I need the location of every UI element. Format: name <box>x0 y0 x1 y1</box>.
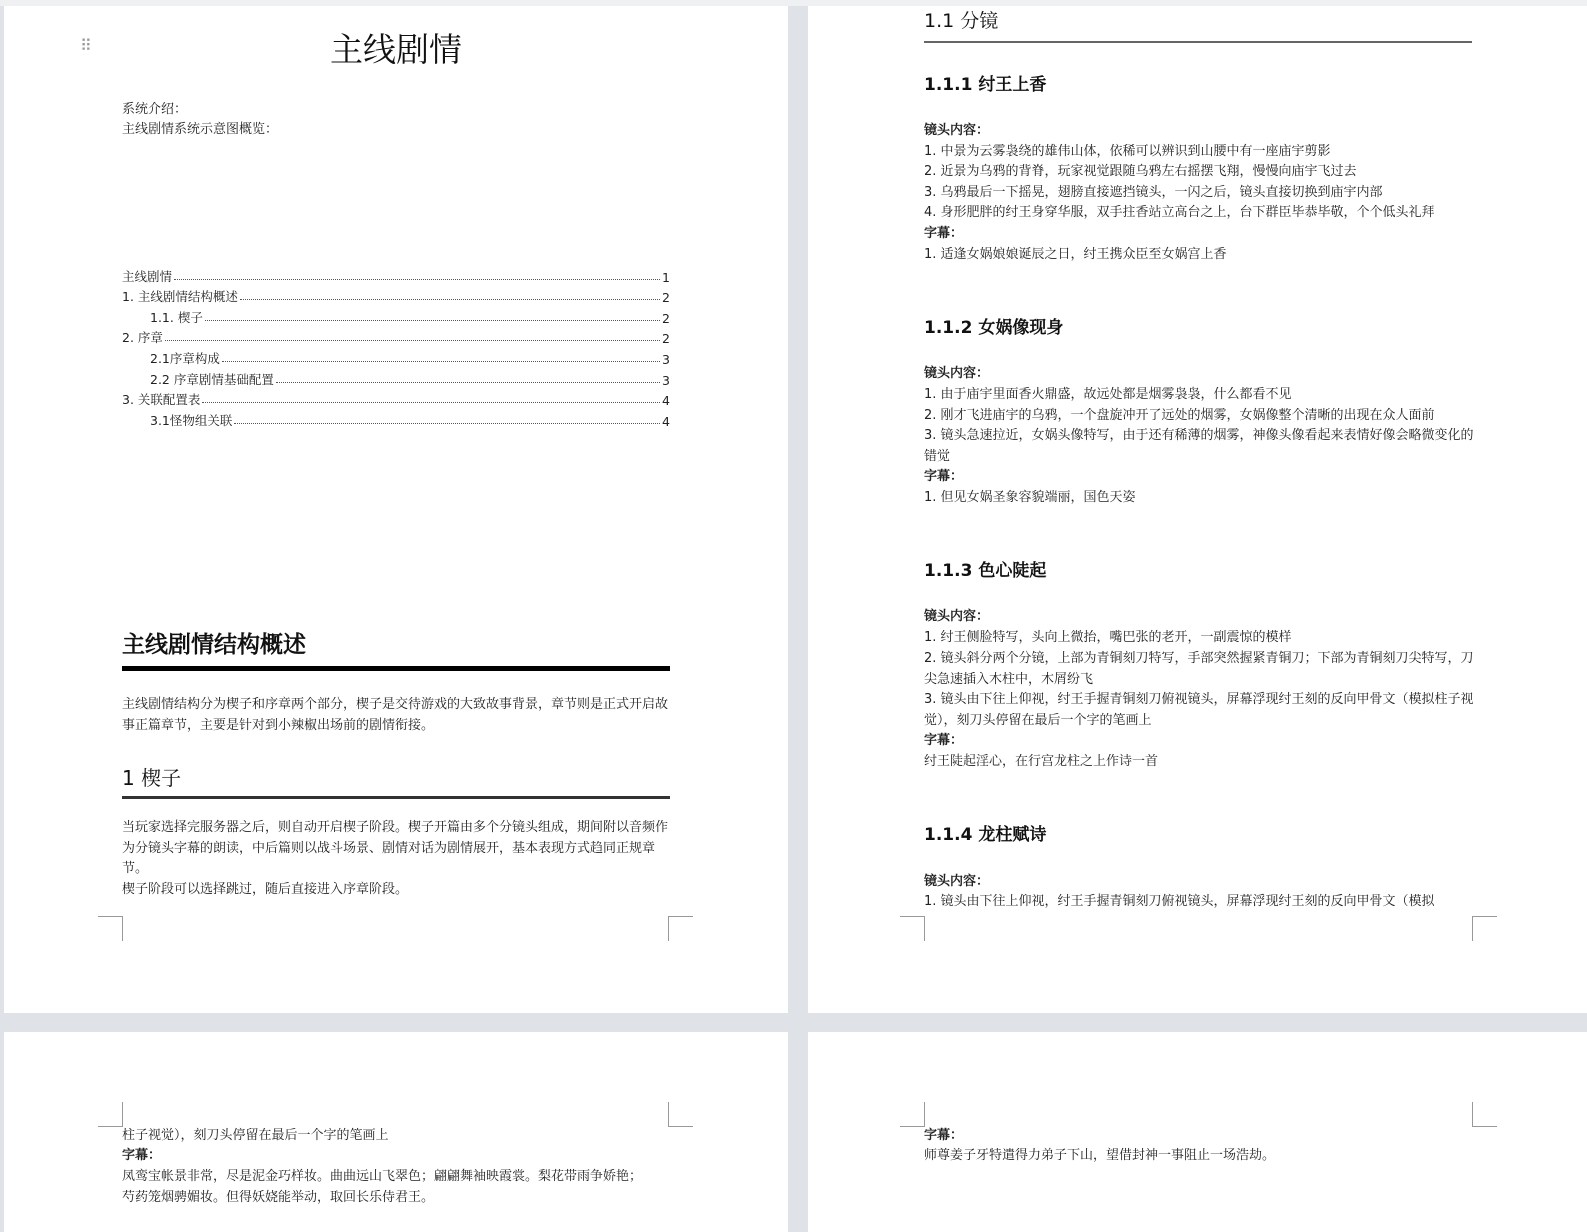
shot-label: 镜头内容： <box>924 366 990 381</box>
shot-label: 镜头内容： <box>924 123 990 138</box>
caption-label: 字幕： <box>924 733 964 748</box>
toc-entry[interactable]: 1.1. 楔子 2 <box>150 309 670 326</box>
drag-handle-icon[interactable]: ⠿ <box>80 36 91 55</box>
scene-title: 1.1.1 纣王上香 <box>924 75 1047 95</box>
caption-label: 字幕： <box>924 1128 964 1143</box>
caption-line: 师尊姜子牙特遣得力弟子下山，望借封神一事阻止一场浩劫。 <box>924 1148 1276 1163</box>
section-heading: 主线剧情结构概述 <box>122 632 306 658</box>
toc-entry[interactable]: 1. 主线剧情结构概述 2 <box>122 289 670 306</box>
caption-line: 芍药笼烟骋媚妆。但得妖娆能举动，取回长乐侍君王。 <box>122 1190 435 1205</box>
crop-mark <box>98 1102 123 1127</box>
shot-line: 4. 身形肥胖的纣王身穿华服，双手拄香站立高台之上，台下群臣毕恭毕敬，个个低头礼拜 <box>924 205 1435 220</box>
subsection-body: 当玩家选择完服务器之后，则自动开启楔子阶段。楔子开篇由多个分镜头组成，期间附以音频作为分镜头字幕的朗读，中后篇则以战斗场景、剧情对话为剧情展开，基本表现方式趋同正规章节。 <box>122 820 669 876</box>
crop-mark <box>668 916 693 941</box>
page-1 <box>4 6 788 1013</box>
scene-title: 1.1.3 色心陡起 <box>924 561 1047 581</box>
caption-label: 字幕： <box>122 1148 162 1163</box>
toc-entry[interactable]: 3.1怪物组关联 4 <box>150 412 670 429</box>
crop-mark <box>668 1102 693 1127</box>
toc-entry[interactable]: 2. 序章 2 <box>122 330 670 347</box>
caption-label: 字幕： <box>924 469 964 484</box>
shot-line: 1. 镜头由下往上仰视，纣王手握青铜刻刀俯视镜头，屏幕浮现纣王刻的反向甲骨文（模拟 <box>924 894 1435 909</box>
caption-label: 字幕： <box>924 226 964 241</box>
caption-line: 凤鸾宝帐景非常，尽是泥金巧样妆。曲曲远山飞翠色；翩翩舞袖映霞裳。梨花带雨争娇艳； <box>122 1169 643 1184</box>
shot-line: 2. 刚才飞进庙宇的乌鸦，一个盘旋冲开了远处的烟雾，女娲像整个清晰的出现在众人面前 <box>924 408 1435 423</box>
page-2 <box>808 6 1587 1013</box>
crop-mark <box>900 1102 925 1127</box>
subsection-body-2: 楔子阶段可以选择跳过，随后直接进入序章阶段。 <box>122 882 409 897</box>
table-of-contents <box>122 264 670 429</box>
subheading-rule <box>122 796 670 799</box>
subsection-heading: 1 楔子 <box>122 766 182 790</box>
toc-entry[interactable]: 主线剧情 1 <box>122 268 670 285</box>
shot-line: 3. 乌鸦最后一下摇晃，翅膀直接遮挡镜头，一闪之后，镜头直接切换到庙宇内部 <box>924 185 1383 200</box>
crop-mark <box>900 916 925 941</box>
shot-line: 1. 纣王侧脸特写，头向上微抬，嘴巴张的老开，一副震惊的模样 <box>924 630 1292 645</box>
toc-entry[interactable]: 2.2 序章剧情基础配置 3 <box>150 371 670 388</box>
caption-line: 1. 适逢女娲娘娘诞辰之日，纣王携众臣至女娲宫上香 <box>924 247 1227 262</box>
shot-line: 2. 镜头斜分两个分镜，上部为青铜刻刀特写，手部突然握紧青铜刀；下部为青铜刻刀尖特写，刀尖急速插入木柱中，木屑纷飞 <box>924 651 1474 687</box>
section-body: 主线剧情结构分为楔子和序章两个部分，楔子是交待游戏的大致故事背景，章节则是正式开启故事正篇章节，主要是针对到小辣椒出场前的剧情衔接。 <box>122 697 669 733</box>
shot-label: 镜头内容： <box>924 874 990 889</box>
toc-entry[interactable]: 3. 关联配置表 4 <box>122 392 670 409</box>
document-title: 主线剧情 <box>330 30 462 69</box>
toc-entry[interactable]: 2.1序章构成 3 <box>150 350 670 367</box>
crop-mark <box>1472 1102 1497 1127</box>
shot-line: 3. 镜头由下往上仰视，纣王手握青铜刻刀俯视镜头，屏幕浮现纣王刻的反向甲骨文（模拟柱子视觉），刻刀头停留在最后一个字的笔画上 <box>924 692 1474 728</box>
intro-label: 系统介绍： <box>122 102 188 117</box>
shot-line: 3. 镜头急速拉近，女娲头像特写，由于还有稀薄的烟雾，神像头像看起来表情好像会略微变化的错觉 <box>924 428 1474 464</box>
shot-label: 镜头内容： <box>924 609 990 624</box>
scene-title: 1.1.4 龙柱赋诗 <box>924 825 1047 845</box>
crop-mark <box>1472 916 1497 941</box>
storyboard-heading: 1.1 分镜 <box>924 10 999 32</box>
page-4 <box>808 1032 1587 1232</box>
shot-line: 1. 由于庙宇里面香火鼎盛，故远处都是烟雾袅袅，什么都看不见 <box>924 387 1292 402</box>
heading-rule <box>122 666 670 671</box>
caption-line: 纣王陡起淫心，在行宫龙柱之上作诗一首 <box>924 754 1159 769</box>
shot-line: 1. 中景为云雾袅绕的雄伟山体，依稀可以辨识到山腰中有一座庙宇剪影 <box>924 144 1331 159</box>
continued-line: 柱子视觉），刻刀头停留在最后一个字的笔画上 <box>122 1128 389 1143</box>
storyboard-rule <box>924 41 1472 43</box>
scene-title: 1.1.2 女娲像现身 <box>924 318 1064 338</box>
crop-mark <box>98 916 123 941</box>
shot-line: 2. 近景为乌鸦的背脊，玩家视觉跟随乌鸦左右摇摆飞翔，慢慢向庙宇飞过去 <box>924 164 1357 179</box>
caption-line: 1. 但见女娲圣象容貌端丽，国色天姿 <box>924 490 1136 505</box>
intro-overview: 主线剧情系统示意图概览： <box>122 122 279 137</box>
page-3 <box>4 1032 788 1232</box>
